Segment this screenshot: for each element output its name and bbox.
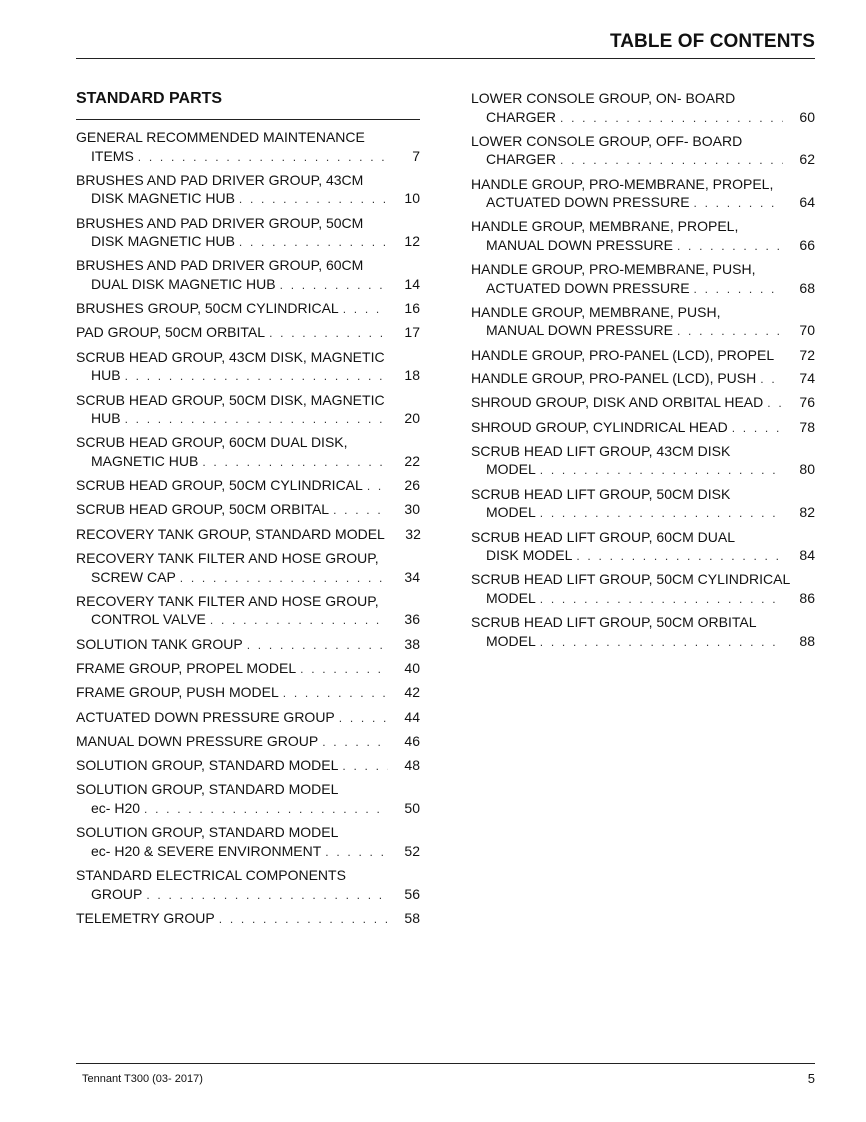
- toc-page-number: 56: [404, 885, 420, 902]
- toc-entry-line: [76, 299, 420, 319]
- toc-entry-text: ACTUATED DOWN PRESSURE GROUP: [76, 708, 335, 725]
- toc-entry[interactable]: [471, 175, 815, 213]
- toc-page-number: 38: [404, 635, 420, 652]
- toc-entry-line: [471, 485, 815, 504]
- toc-page-number: 62: [799, 151, 815, 168]
- toc-entry-line: [76, 683, 420, 703]
- toc-entry-text: MODEL: [486, 632, 536, 649]
- toc-page-number: 66: [799, 236, 815, 253]
- toc-list-left: [76, 128, 420, 933]
- toc-entry-text: ACTUATED DOWN PRESSURE: [486, 194, 690, 211]
- toc-entry[interactable]: [471, 346, 815, 365]
- toc-entry-line: [76, 500, 420, 520]
- footer-doc-label: Tennant T300 (03- 2017): [82, 1073, 203, 1085]
- toc-entry-text: CONTROL VALVE: [91, 611, 206, 628]
- section-rule: [76, 119, 420, 120]
- toc-page-number: 14: [404, 275, 420, 292]
- toc-entry-line: [471, 528, 815, 547]
- dot-leader: [342, 757, 388, 776]
- dot-leader: [269, 324, 388, 343]
- toc-entry[interactable]: [76, 732, 420, 752]
- toc-entry-text: RECOVERY TANK FILTER AND HOSE GROUP,: [76, 550, 379, 567]
- toc-entry-text: BRUSHES AND PAD DRIVER GROUP, 60CM: [76, 257, 364, 274]
- dot-leader: [677, 237, 783, 256]
- toc-entry[interactable]: [76, 171, 420, 209]
- dot-leader: [325, 843, 388, 862]
- toc-entry[interactable]: [76, 635, 420, 655]
- toc-entry-line: [471, 321, 815, 341]
- toc-page-number: 40: [404, 659, 420, 676]
- toc-entry-text: ITEMS: [91, 147, 134, 164]
- toc-entry-line: [76, 549, 420, 568]
- dot-leader: [760, 370, 783, 389]
- toc-entry-line: [471, 632, 815, 652]
- toc-entry[interactable]: [76, 500, 420, 520]
- toc-entry-text: SHROUD GROUP, CYLINDRICAL HEAD: [471, 418, 728, 435]
- toc-entry-line: [76, 128, 420, 147]
- toc-entry-text: DISK MODEL: [486, 547, 573, 564]
- toc-entry-text: HUB: [91, 367, 121, 384]
- toc-entry-line: [76, 842, 420, 862]
- toc-entry[interactable]: [471, 89, 815, 127]
- page-header-title: TABLE OF CONTENTS: [609, 31, 815, 52]
- dot-leader: [540, 590, 783, 609]
- toc-entry[interactable]: [76, 256, 420, 294]
- toc-entry-text: ACTUATED DOWN PRESSURE: [486, 279, 690, 296]
- toc-entry[interactable]: [471, 570, 815, 608]
- toc-entry-line: [76, 635, 420, 655]
- toc-page-number: 12: [404, 233, 420, 250]
- toc-entry[interactable]: [76, 659, 420, 679]
- dot-leader: [180, 569, 388, 588]
- toc-entry-text: STANDARD ELECTRICAL COMPONENTS: [76, 867, 346, 884]
- toc-entry-line: [76, 610, 420, 630]
- toc-entry[interactable]: [76, 476, 420, 496]
- toc-page-number: 64: [799, 194, 815, 211]
- toc-entry-line: [471, 132, 815, 151]
- dot-leader: [300, 660, 388, 679]
- toc-entry-line: [471, 418, 815, 438]
- toc-entry-line: [76, 476, 420, 496]
- toc-entry-line: [76, 323, 420, 343]
- toc-page-number: 78: [799, 418, 815, 435]
- toc-page-number: 32: [405, 525, 421, 542]
- toc-page-number: 36: [404, 611, 420, 628]
- toc-entry-text: PAD GROUP, 50CM ORBITAL: [76, 324, 266, 341]
- toc-entry-line: [76, 189, 420, 209]
- toc-entry-text: DISK MAGNETIC HUB: [91, 233, 235, 250]
- toc-entry-text: HANDLE GROUP, PRO-PANEL (LCD), PROPEL: [471, 346, 775, 363]
- toc-entry-text: LOWER CONSOLE GROUP, OFF- BOARD: [471, 132, 743, 149]
- toc-entry-line: [471, 279, 815, 299]
- toc-entry-line: [471, 150, 815, 170]
- dot-leader: [283, 684, 388, 703]
- toc-entry-text: FRAME GROUP, PROPEL MODEL: [76, 659, 297, 676]
- toc-entry-text: MODEL: [486, 504, 536, 521]
- toc-entry-line: [471, 589, 815, 609]
- dot-leader: [339, 709, 388, 728]
- dot-leader: [239, 233, 388, 252]
- toc-entry-line: [76, 823, 420, 842]
- toc-page-number: 18: [404, 367, 420, 384]
- section-title: STANDARD PARTS: [76, 90, 223, 107]
- toc-entry[interactable]: [76, 909, 420, 929]
- toc-entry-text: GROUP: [91, 885, 143, 902]
- toc-page-number: 48: [404, 757, 420, 774]
- toc-entry[interactable]: [76, 866, 420, 904]
- toc-entry[interactable]: [471, 485, 815, 523]
- toc-entry-line: [76, 568, 420, 588]
- toc-page-number: 72: [799, 346, 815, 363]
- toc-entry[interactable]: [76, 433, 420, 471]
- dot-leader: [694, 280, 783, 299]
- toc-entry-line: [76, 885, 420, 905]
- toc-entry-line: [471, 346, 815, 365]
- toc-entry[interactable]: [471, 613, 815, 651]
- toc-entry[interactable]: [471, 132, 815, 170]
- toc-entry-line: [76, 171, 420, 190]
- toc-entry[interactable]: [76, 323, 420, 343]
- toc-entry-text: MANUAL DOWN PRESSURE GROUP: [76, 732, 319, 749]
- toc-entry-text: ec- H20 & SEVERE ENVIRONMENT: [91, 842, 322, 859]
- dot-leader: [146, 886, 388, 905]
- dot-leader: [560, 151, 783, 170]
- toc-list-right: [471, 89, 815, 656]
- toc-page-number: 10: [404, 190, 420, 207]
- toc-entry-line: [471, 260, 815, 279]
- toc-page-number: 68: [799, 279, 815, 296]
- toc-page-number: 30: [404, 501, 420, 518]
- dot-leader: [694, 194, 783, 213]
- dot-leader: [367, 477, 388, 496]
- toc-page-number: 17: [404, 324, 420, 341]
- toc-entry-text: SOLUTION TANK GROUP: [76, 635, 243, 652]
- dot-leader: [767, 394, 783, 413]
- toc-page-number: 70: [799, 322, 815, 339]
- toc-entry-text: SCRUB HEAD GROUP, 50CM DISK, MAGNETIC: [76, 391, 385, 408]
- dot-leader: [138, 148, 388, 167]
- toc-entry[interactable]: [76, 299, 420, 319]
- toc-entry-line: [471, 193, 815, 213]
- toc-entry-text: SCRUB HEAD GROUP, 50CM ORBITAL: [76, 501, 330, 518]
- toc-page-number: 88: [799, 632, 815, 649]
- toc-entry-text: SCRUB HEAD GROUP, 43CM DISK, MAGNETIC: [76, 348, 385, 365]
- toc-entry-line: [76, 348, 420, 367]
- toc-entry-line: [76, 780, 420, 799]
- toc-page-number: 42: [404, 684, 420, 701]
- toc-entry-text: HUB: [91, 410, 121, 427]
- toc-entry-text: RECOVERY TANK FILTER AND HOSE GROUP,: [76, 592, 379, 609]
- toc-page-number: 52: [404, 842, 420, 859]
- toc-entry-text: SOLUTION GROUP, STANDARD MODEL: [76, 824, 339, 841]
- toc-entry-line: [471, 460, 815, 480]
- toc-entry-text: SCRUB HEAD LIFT GROUP, 50CM CYLINDRICAL: [471, 571, 791, 588]
- toc-entry-text: SCRUB HEAD GROUP, 60CM DUAL DISK,: [76, 434, 348, 451]
- toc-entry-line: [471, 570, 815, 589]
- toc-entry-text: MANUAL DOWN PRESSURE: [486, 322, 673, 339]
- toc-entry[interactable]: [471, 303, 815, 341]
- toc-entry-line: [471, 89, 815, 108]
- dot-leader: [732, 419, 783, 438]
- toc-entry-line: [76, 732, 420, 752]
- toc-entry-text: ec- H20: [91, 799, 141, 816]
- toc-entry[interactable]: [471, 393, 815, 413]
- dot-leader: [202, 453, 388, 472]
- dot-leader: [540, 461, 783, 480]
- toc-entry-text: SCRUB HEAD GROUP, 50CM CYLINDRICAL: [76, 477, 363, 494]
- toc-page-number: 50: [404, 799, 420, 816]
- toc-page-number: 58: [404, 909, 420, 926]
- toc-entry-text: FRAME GROUP, PUSH MODEL: [76, 684, 279, 701]
- toc-entry-text: SOLUTION GROUP, STANDARD MODEL: [76, 757, 339, 774]
- toc-entry-text: SCRUB HEAD LIFT GROUP, 50CM DISK: [471, 485, 731, 502]
- toc-entry-line: [76, 366, 420, 386]
- dot-leader: [144, 800, 388, 819]
- toc-page-number: 86: [799, 589, 815, 606]
- toc-entry-text: SHROUD GROUP, DISK AND ORBITAL HEAD: [471, 394, 764, 411]
- dot-leader: [125, 410, 388, 429]
- toc-entry-text: HANDLE GROUP, PRO-MEMBRANE, PUSH,: [471, 261, 756, 278]
- toc-entry[interactable]: [471, 369, 815, 389]
- toc-entry[interactable]: [76, 683, 420, 703]
- toc-entry[interactable]: [471, 217, 815, 255]
- toc-entry-line: [76, 256, 420, 275]
- toc-entry-text: CHARGER: [486, 108, 557, 125]
- toc-page-number: 7: [412, 147, 420, 164]
- toc-page-number: 46: [404, 732, 420, 749]
- toc-entry-line: [76, 525, 420, 545]
- dot-leader: [210, 611, 388, 630]
- toc-entry[interactable]: [76, 391, 420, 429]
- toc-entry-line: [471, 236, 815, 256]
- toc-page-number: 20: [404, 410, 420, 427]
- toc-entry-text: MODEL: [486, 589, 536, 606]
- toc-entry-line: [76, 232, 420, 252]
- dot-leader: [322, 733, 388, 752]
- toc-entry-line: [76, 909, 420, 929]
- dot-leader: [219, 910, 388, 929]
- dot-leader: [333, 501, 388, 520]
- toc-entry-text: GENERAL RECOMMENDED MAINTENANCE: [76, 129, 365, 145]
- toc-entry-text: HANDLE GROUP, PRO-MEMBRANE, PROPEL,: [471, 175, 774, 192]
- toc-entry-line: [76, 214, 420, 233]
- toc-page-number: 44: [404, 708, 420, 725]
- toc-entry[interactable]: [76, 756, 420, 776]
- toc-entry-text: BRUSHES AND PAD DRIVER GROUP, 43CM: [76, 171, 364, 188]
- toc-entry-text: BRUSHES GROUP, 50CM CYLINDRICAL: [76, 300, 339, 317]
- toc-entry-text: BRUSHES AND PAD DRIVER GROUP, 50CM: [76, 214, 364, 231]
- toc-entry-text: HANDLE GROUP, MEMBRANE, PUSH,: [471, 303, 721, 320]
- toc-entry-line: [76, 391, 420, 410]
- toc-entry-text: HANDLE GROUP, PRO-PANEL (LCD), PUSH: [471, 370, 757, 387]
- toc-entry-line: [76, 708, 420, 728]
- toc-entry[interactable]: [471, 418, 815, 438]
- toc-entry[interactable]: [76, 525, 420, 545]
- toc-entry-line: [471, 393, 815, 413]
- toc-entry-text: MANUAL DOWN PRESSURE: [486, 236, 673, 253]
- toc-entry-line: [471, 613, 815, 632]
- toc-entry-line: [76, 659, 420, 679]
- footer-rule: [76, 1063, 815, 1064]
- toc-entry-text: RECOVERY TANK GROUP, STANDARD MODEL: [76, 525, 385, 542]
- toc-page-number: 82: [799, 504, 815, 521]
- footer-page-number: 5: [807, 1071, 815, 1086]
- toc-entry[interactable]: [76, 823, 420, 861]
- toc-page-number: 16: [404, 300, 420, 317]
- toc-entry-line: [471, 108, 815, 128]
- toc-page-number: 26: [404, 477, 420, 494]
- toc-page-number: 22: [404, 452, 420, 469]
- toc-entry[interactable]: [76, 214, 420, 252]
- toc-page-number: 76: [799, 394, 815, 411]
- toc-entry-line: [76, 409, 420, 429]
- toc-entry-line: [471, 303, 815, 322]
- toc-entry-text: DUAL DISK MAGNETIC HUB: [91, 275, 276, 292]
- toc-page-number: 60: [799, 108, 815, 125]
- toc-page-number: 74: [799, 370, 815, 387]
- toc-page-number: 80: [799, 461, 815, 478]
- toc-entry-line: [76, 147, 420, 167]
- toc-entry-line: [471, 442, 815, 461]
- toc-entry-text: TELEMETRY GROUP: [76, 909, 215, 926]
- toc-entry[interactable]: [471, 442, 815, 480]
- toc-entry[interactable]: [76, 780, 420, 818]
- dot-leader: [576, 547, 783, 566]
- toc-entry-line: [471, 217, 815, 236]
- toc-entry-line: [76, 275, 420, 295]
- toc-page-number: 34: [404, 568, 420, 585]
- toc-entry-line: [76, 452, 420, 472]
- toc-entry-text: HANDLE GROUP, MEMBRANE, PROPEL,: [471, 218, 739, 235]
- toc-entry-text: CHARGER: [486, 151, 557, 168]
- dot-leader: [239, 190, 388, 209]
- toc-entry[interactable]: [471, 260, 815, 298]
- toc-entry[interactable]: [76, 348, 420, 386]
- toc-entry[interactable]: [471, 528, 815, 566]
- dot-leader: [247, 636, 388, 655]
- toc-entry-text: SOLUTION GROUP, STANDARD MODEL: [76, 781, 339, 798]
- dot-leader: [280, 276, 388, 295]
- toc-entry-text: DISK MAGNETIC HUB: [91, 190, 235, 207]
- header-rule: [76, 58, 815, 59]
- toc-entry-line: [471, 503, 815, 523]
- toc-entry-line: [76, 799, 420, 819]
- toc-entry-text: MAGNETIC HUB: [91, 452, 199, 469]
- toc-entry-text: SCRUB HEAD LIFT GROUP, 60CM DUAL: [471, 528, 735, 545]
- toc-entry[interactable]: [76, 592, 420, 630]
- toc-entry-line: [471, 175, 815, 194]
- toc-page-number: 84: [799, 547, 815, 564]
- toc-entry-text: SCREW CAP: [91, 568, 176, 585]
- dot-leader: [540, 633, 783, 652]
- dot-leader: [343, 300, 388, 319]
- toc-entry[interactable]: [76, 708, 420, 728]
- toc-entry-text: SCRUB HEAD LIFT GROUP, 43CM DISK: [471, 442, 731, 459]
- toc-entry[interactable]: [76, 549, 420, 587]
- toc-entry-line: [76, 592, 420, 611]
- toc-entry-line: [76, 756, 420, 776]
- toc-entry-line: [471, 369, 815, 389]
- dot-leader: [677, 322, 783, 341]
- toc-entry-line: [76, 866, 420, 885]
- toc-entry-line: [471, 546, 815, 566]
- toc-entry-line: [76, 433, 420, 452]
- dot-leader: [560, 109, 783, 128]
- toc-entry-text: LOWER CONSOLE GROUP, ON- BOARD: [471, 90, 736, 106]
- dot-leader: [540, 504, 783, 523]
- toc-entry-text: SCRUB HEAD LIFT GROUP, 50CM ORBITAL: [471, 614, 757, 631]
- toc-entry-text: MODEL: [486, 461, 536, 478]
- toc-entry[interactable]: [76, 128, 420, 166]
- dot-leader: [125, 367, 388, 386]
